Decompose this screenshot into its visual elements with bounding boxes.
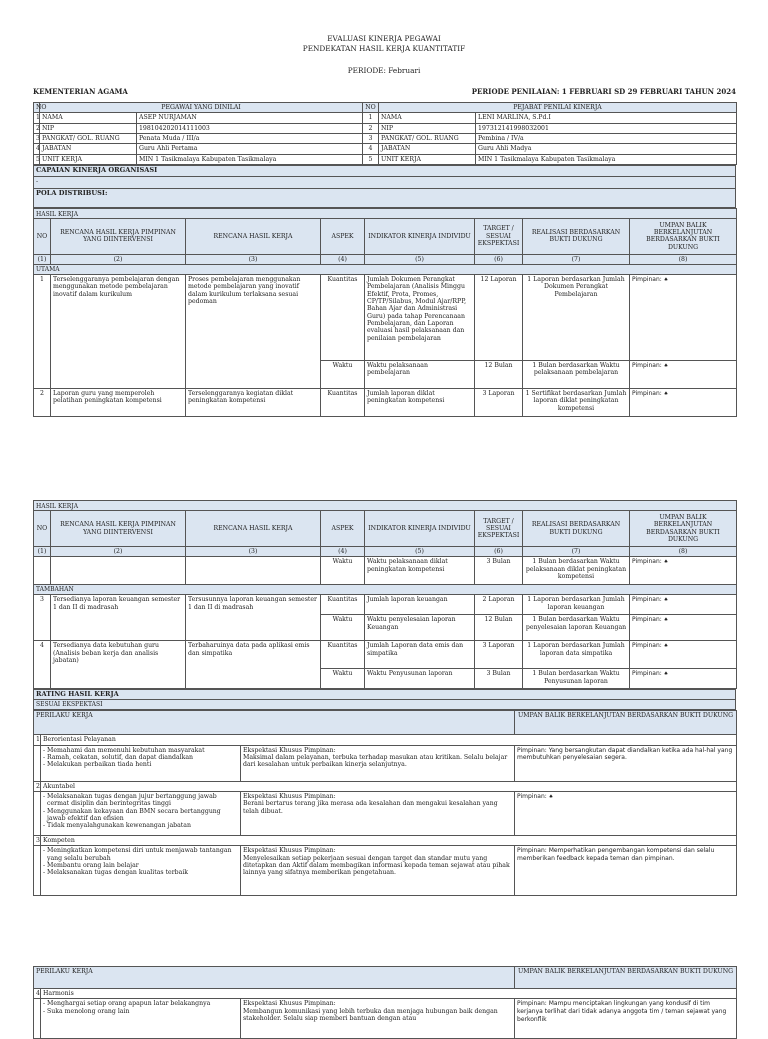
ekspektasi-cell <box>241 791 515 835</box>
cell: 1 Laporan berdasarkan Jumlah laporan keuangan <box>523 595 630 615</box>
pola-label: POLA DISTRIBUSI: <box>34 188 736 207</box>
cell: Waktu <box>321 361 365 389</box>
page-2 <box>33 500 736 896</box>
ident-row <box>34 123 737 133</box>
cell: 1 Bulan berdasarkan Waktu Penyusunan laporan <box>523 669 630 689</box>
periode-penilaian: PERIODE PENILAIAN: 1 FEBRUARI SD 29 FEBRUARI TAHUN 2024 <box>471 87 736 96</box>
col-number: (4) <box>321 254 365 264</box>
page-1 <box>33 102 736 417</box>
feedback-cell <box>515 791 737 835</box>
cell: PANGKAT/ GOL. RUANG <box>379 133 476 143</box>
cell: 3 <box>34 133 40 143</box>
tambahan-label: TAMBAHAN <box>34 585 737 595</box>
col-header: ASPEK <box>321 218 365 254</box>
table-row <box>34 745 737 781</box>
point: - Melakukan perbaikan tiada henti <box>43 761 152 769</box>
utama-label: UTAMA <box>34 265 737 275</box>
ident-row <box>34 144 737 154</box>
cell: 3 <box>34 835 41 845</box>
cell: 2 <box>34 389 51 417</box>
point: - Meningkatkan kompetensi diri untuk menjawab tantangan yang selalu berubah <box>43 847 232 862</box>
col-number: (3) <box>186 547 321 557</box>
table-row <box>34 389 737 417</box>
pejabat-header: PEJABAT PENILAI KINERJA <box>379 103 737 113</box>
cell: Waktu penyelesaian laporan Keuangan <box>365 615 475 641</box>
cell: 198104202014111003 <box>137 123 363 133</box>
perilaku-header: PERILAKU KERJA <box>34 967 515 989</box>
perilaku-title: Akuntabel <box>41 781 737 791</box>
cell: Waktu <box>321 615 365 641</box>
cell: NAMA <box>40 113 137 123</box>
cell: 12 Bulan <box>475 615 523 641</box>
table-row <box>34 275 737 361</box>
col-header: RENCANA HASIL KERJA <box>186 511 321 547</box>
cell: Waktu Penyusunan laporan <box>365 669 475 689</box>
capaian-value: - <box>34 176 736 188</box>
feedback-text: Memperhatikan pengembangan kompetensi dan selalu memberikan feedback kepada teman dan pimpinan. <box>517 847 715 863</box>
cell: 3 <box>34 595 51 641</box>
col-header: RENCANA HASIL KERJA PIMPINAN YANG DIINTERVENSI <box>51 511 186 547</box>
spade-icon: ♠ <box>548 793 554 800</box>
identity-table <box>33 102 737 165</box>
cell: 1 Bulan berdasarkan Waktu penyelesaian laporan Keuangan <box>523 615 630 641</box>
col-number: (3) <box>186 254 321 264</box>
cell: 2 <box>34 123 40 133</box>
hasil-kerja-table-1 <box>33 208 737 417</box>
cell: Waktu pelaksanaan pembelajaran <box>365 361 475 389</box>
cell: ASEP NURJAMAN <box>137 113 363 123</box>
cell: 4 <box>34 989 41 999</box>
feedback-cell <box>515 999 737 1039</box>
ekspektasi-label: Ekspektasi Khusus Pimpinan: <box>243 746 336 754</box>
capaian-label: CAPAIAN KINERJA ORGANISASI <box>34 165 736 176</box>
cell: NAMA <box>379 113 476 123</box>
col-number: (5) <box>365 547 475 557</box>
col-header: RENCANA HASIL KERJA PIMPINAN YANG DIINTERVENSI <box>51 218 186 254</box>
col-number: (8) <box>630 547 737 557</box>
pimpinan-label: Pimpinan: <box>632 670 662 678</box>
cell: 1 Laporan berdasarkan Jumlah laporan data simpatika <box>523 641 630 669</box>
ekspektasi-label: Ekspektasi Khusus Pimpinan: <box>243 1000 336 1008</box>
feedback-cell <box>630 275 737 361</box>
col-header: REALISASI BERDASARKAN BUKTI DUKUNG <box>523 511 630 547</box>
cell: 12 Bulan <box>475 361 523 389</box>
cell: 12 Laporan <box>475 275 523 361</box>
cell: Proses pembelajaran menggunakan metode pembelajaran yang inovatif dalam kurikulum terlaksana sesuai pedoman <box>186 275 321 389</box>
pimpinan-label: Pimpinan: <box>632 558 662 566</box>
cell: Guru Ahli Madya <box>476 144 737 154</box>
pimpinan-label: Pimpinan: <box>632 616 662 624</box>
cell: UNIT KERJA <box>40 154 137 164</box>
point: - Menggunakan kekayaan dan BMN secara bertanggung jawab efektif dan efisien <box>43 807 221 822</box>
col-header: NO <box>34 511 51 547</box>
cell: Jumlah laporan diklat peningkatan kompetensi <box>365 389 475 417</box>
cell: JABATAN <box>40 144 137 154</box>
hasil-kerja-label: HASIL KERJA <box>34 208 737 218</box>
point: - Melaksanakan tugas dengan kualitas terbaik <box>43 869 189 877</box>
rating-label: RATING HASIL KERJA <box>34 690 736 700</box>
feedback-cell <box>630 557 737 585</box>
col-header: INDIKATOR KINERJA INDIVIDU <box>365 218 475 254</box>
feedback-text: Yang bersangkutan dapat diandalkan ketika ada hal-hal yang membutuhkan penyelesaian segera. <box>517 746 733 762</box>
col-header: NO <box>34 218 51 254</box>
col-header: UMPAN BALIK BERKELANJUTAN BERDASARKAN BUKTI DUKUNG <box>630 218 737 254</box>
cell: 1 Bulan berdasarkan Waktu pelaksanaan pembelajaran <box>523 361 630 389</box>
feedback-header: UMPAN BALIK BERKELANJUTAN BERDASARKAN BUKTI DUKUNG <box>515 711 737 735</box>
perilaku-table-2 <box>33 966 737 1039</box>
col-number: (4) <box>321 547 365 557</box>
col-number: (7) <box>523 547 630 557</box>
capaian-table <box>33 165 736 208</box>
cell: 1 <box>363 113 379 123</box>
col-header: RENCANA HASIL KERJA <box>186 218 321 254</box>
cell: 3 Bulan <box>475 669 523 689</box>
feedback-cell <box>515 745 737 781</box>
no-header: NO <box>34 103 40 113</box>
col-number: (2) <box>51 547 186 557</box>
cell: 1 <box>34 275 51 389</box>
col-number: (5) <box>365 254 475 264</box>
pimpinan-label: Pimpinan: <box>517 1000 547 1008</box>
table-row <box>34 999 737 1039</box>
cell: 1 Bulan berdasarkan Waktu pelaksanaan diklat peningkatan kompetensi <box>523 557 630 585</box>
feedback-cell <box>630 595 737 615</box>
col-number: (6) <box>475 254 523 264</box>
table-row <box>34 595 737 615</box>
cell: 3 Laporan <box>475 641 523 669</box>
cell: Kuantitas <box>321 595 365 615</box>
point: - Suka menolong orang lain <box>43 1007 130 1015</box>
feedback-cell <box>630 641 737 669</box>
feedback-cell <box>630 669 737 689</box>
cell: Tersedianya laporan keuangan semester 1 dan II di madrasah <box>51 595 186 641</box>
perilaku-title: Berorientasi Pelayanan <box>41 735 737 745</box>
spade-icon: ♠ <box>663 391 669 398</box>
cell: 4 <box>34 641 51 689</box>
spade-icon: ♠ <box>663 597 669 604</box>
cell: 2 Laporan <box>475 595 523 615</box>
cell: UNIT KERJA <box>379 154 476 164</box>
spade-icon: ♠ <box>663 363 669 370</box>
feedback-cell <box>630 389 737 417</box>
feedback-header: UMPAN BALIK BERKELANJUTAN BERDASARKAN BUKTI DUKUNG <box>515 967 737 989</box>
spade-icon: ♠ <box>663 617 669 624</box>
pimpinan-label: Pimpinan: <box>632 390 662 398</box>
cell: 3 Laporan <box>475 389 523 417</box>
cell: LENI MARLINA, S.Pd.I <box>476 113 737 123</box>
perilaku-points <box>41 745 241 781</box>
pimpinan-label: Pimpinan: <box>517 847 547 855</box>
cell: Laporan guru yang memperoleh pelatihan peningkatan kompetensi <box>51 389 186 417</box>
point: - Menghargai setiap orang apapun latar belakangnya <box>43 1000 211 1008</box>
perilaku-header: PERILAKU KERJA <box>34 711 515 735</box>
col-header: ASPEK <box>321 511 365 547</box>
cell: MIN 1 Tasikmalaya Kabupaten Tasikmalaya <box>137 154 363 164</box>
ekspektasi-cell <box>241 999 515 1039</box>
point: - Melaksanakan tugas dengan jujur bertanggung jawab cermat disiplin dan berintegritas tinggi <box>43 792 217 808</box>
cell: NIP <box>379 123 476 133</box>
cell: Tersedianya data kebutuhan guru (Analisis beban kerja dan analisis jabatan) <box>51 641 186 689</box>
col-header: TARGET / SESUAI EKSPEKTASI <box>475 218 523 254</box>
cell: 1 <box>34 735 41 745</box>
feedback-cell <box>515 846 737 896</box>
table-row <box>34 641 737 669</box>
cell: 1 Laporan berdasarkan Jumlah Dokumen Perangkat Pembelajaran <box>523 275 630 361</box>
cell: Jumlah Dokumen Perangkat Pembelajaran (Analisis Minggu Efektif, Prota, Promes, CP/TP/Silabus, Modul Ajar/RPP, Bahan Ajar dan Administrasi Guru) pada tahap Perencanaan Pembelajaran, dan Laporan evaluasi hasil pelaksanaan dan penilaian pembelajaran <box>365 275 475 361</box>
col-header: UMPAN BALIK BERKELANJUTAN BERDASARKAN BUKTI DUKUNG <box>630 511 737 547</box>
instansi: KEMENTERIAN AGAMA <box>33 87 128 96</box>
feedback-cell <box>630 615 737 641</box>
cell: Tersusunnya laporan keuangan semester 1 dan II di madrasah <box>186 595 321 641</box>
doc-title-1: EVALUASI KINERJA PEGAWAI <box>327 34 441 43</box>
perilaku-points <box>41 791 241 835</box>
perilaku-title: Harmonis <box>41 989 737 999</box>
rating-value: SESUAI EKSPEKTASI <box>34 700 736 710</box>
cell: Kuantitas <box>321 641 365 669</box>
cell: Jumlah laporan keuangan <box>365 595 475 615</box>
perilaku-points <box>41 846 241 896</box>
cell: 2 <box>34 781 41 791</box>
pimpinan-label: Pimpinan: <box>632 596 662 604</box>
col-number: (7) <box>523 254 630 264</box>
spade-icon: ♠ <box>663 277 669 284</box>
point: - Memahami dan memenuhi kebutuhan masyarakat <box>43 746 205 754</box>
cell: Pembina / IV/a <box>476 133 737 143</box>
table-row <box>34 791 737 835</box>
col-number: (1) <box>34 547 51 557</box>
pimpinan-label: Pimpinan: <box>517 792 547 800</box>
table-row <box>34 846 737 896</box>
cell: Waktu <box>321 557 365 585</box>
col-number: (8) <box>630 254 737 264</box>
perilaku-table-1 <box>33 710 737 896</box>
cell: 3 <box>363 133 379 143</box>
pimpinan-label: Pimpinan: <box>632 642 662 650</box>
ident-row <box>34 133 737 143</box>
instansi-line <box>33 88 736 96</box>
point: - Membantu orang lain belajar <box>43 861 139 869</box>
ekspektasi-text: Membangun komunikasi yang lebih terbuka dan menjaga hubungan baik dengan stakeholder. Selalu siap memberi bantuan dengan atau <box>243 1007 498 1022</box>
ekspektasi-text: Maksimal dalam pelayanan, terbuka terhadap masukan atau kritikan. Selalu belajar dari kesalahan untuk perbaikan kinerja selanjutnya. <box>243 753 508 769</box>
ekspektasi-text: Berani bertarus terang jika merasa ada kesalahan dan mengakui kesalahan yang telah dibuat. <box>243 800 498 815</box>
pimpinan-label: Pimpinan: <box>517 746 547 754</box>
col-number: (2) <box>51 254 186 264</box>
cell: Terbaharuinya data pada aplikasi emis dan simpatika <box>186 641 321 689</box>
col-number: (1) <box>34 254 51 264</box>
ekspektasi-label: Ekspektasi Khusus Pimpinan: <box>243 792 336 800</box>
ekspektasi-cell <box>241 846 515 896</box>
col-header: REALISASI BERDASARKAN BUKTI DUKUNG <box>523 218 630 254</box>
cell: 197312141998032001 <box>476 123 737 133</box>
cell: Waktu pelaksanaan diklat peningkatan kompetensi <box>365 557 475 585</box>
ekspektasi-text: Menyelesaikan setiap pekerjaan sesuai dengan target dan standar mutu yang ditetapkan dan Aktif dalam membagikan informasi kepada teman sejawat atau pihak lainnya yang sifatnya memberikan pengetahuan. <box>243 854 510 877</box>
point: - Tidak menyalahgunakan kewenangan jabatan <box>43 822 191 830</box>
perilaku-points <box>41 999 241 1039</box>
cell: 2 <box>363 123 379 133</box>
feedback-cell <box>630 361 737 389</box>
cell: Kuantitas <box>321 389 365 417</box>
spade-icon: ♠ <box>663 671 669 678</box>
table-row <box>34 557 737 585</box>
cell: Waktu <box>321 669 365 689</box>
cell: Penata Muda / III/a <box>137 133 363 143</box>
ekspektasi-label: Ekspektasi Khusus Pimpinan: <box>243 847 336 855</box>
cell: Terselenggaranya kegiatan diklat peningkatan kompetensi <box>186 389 321 417</box>
cell: JABATAN <box>379 144 476 154</box>
no-header: NO <box>363 103 379 113</box>
page-3 <box>33 966 736 1024</box>
perilaku-title: Kompeten <box>41 835 737 845</box>
spade-icon: ♠ <box>663 559 669 566</box>
pimpinan-label: Pimpinan: <box>632 362 662 370</box>
pimpinan-label: Pimpinan: <box>632 276 662 284</box>
feedback-text: Mampu menciptakan lingkungan yang kondusif di tim kerjanya terlihat dari tidak adanya anggota tim / teman sejawat yang berkonflik <box>517 1000 727 1023</box>
col-number: (6) <box>475 547 523 557</box>
doc-title-2: PENDEKATAN HASIL KERJA KUANTITATIF <box>302 44 466 53</box>
cell: 4 <box>34 144 40 154</box>
cell: 5 <box>34 154 40 164</box>
rating-table <box>33 689 736 710</box>
doc-period: PERIODE: Februari <box>347 66 421 75</box>
cell: Kuantitas <box>321 275 365 361</box>
hasil-kerja-label: HASIL KERJA <box>34 501 737 511</box>
point: - Ramah, cekatan, solutif, dan dapat diandalkan <box>43 753 194 761</box>
col-header: INDIKATOR KINERJA INDIVIDU <box>365 511 475 547</box>
cell: Jumlah Laporan data emis dan simpatika <box>365 641 475 669</box>
spade-icon: ♠ <box>663 643 669 650</box>
cell: 1 Sertifikat berdasarkan Jumlah laporan diklat peningkatan kompetensi <box>523 389 630 417</box>
cell: NIP <box>40 123 137 133</box>
cell: Terselenggaranya pembelajaran dengan menggunakan metode pembelajaran inovatif dalam kurikulum <box>51 275 186 389</box>
ekspektasi-cell <box>241 745 515 781</box>
cell: 4 <box>363 144 379 154</box>
col-header: TARGET / SESUAI EKSPEKTASI <box>475 511 523 547</box>
hasil-kerja-table-2 <box>33 500 737 689</box>
pegawai-header: PEGAWAI YANG DINILAI <box>40 103 363 113</box>
cell: 3 Bulan <box>475 557 523 585</box>
cell: PANGKAT/ GOL. RUANG <box>40 133 137 143</box>
ident-row <box>34 154 737 164</box>
cell: Guru Ahli Pertama <box>137 144 363 154</box>
cell: 1 <box>34 113 40 123</box>
ident-row <box>34 113 737 123</box>
cell: MIN 1 Tasikmalaya Kabupaten Tasikmalaya <box>476 154 737 164</box>
cell: 5 <box>363 154 379 164</box>
